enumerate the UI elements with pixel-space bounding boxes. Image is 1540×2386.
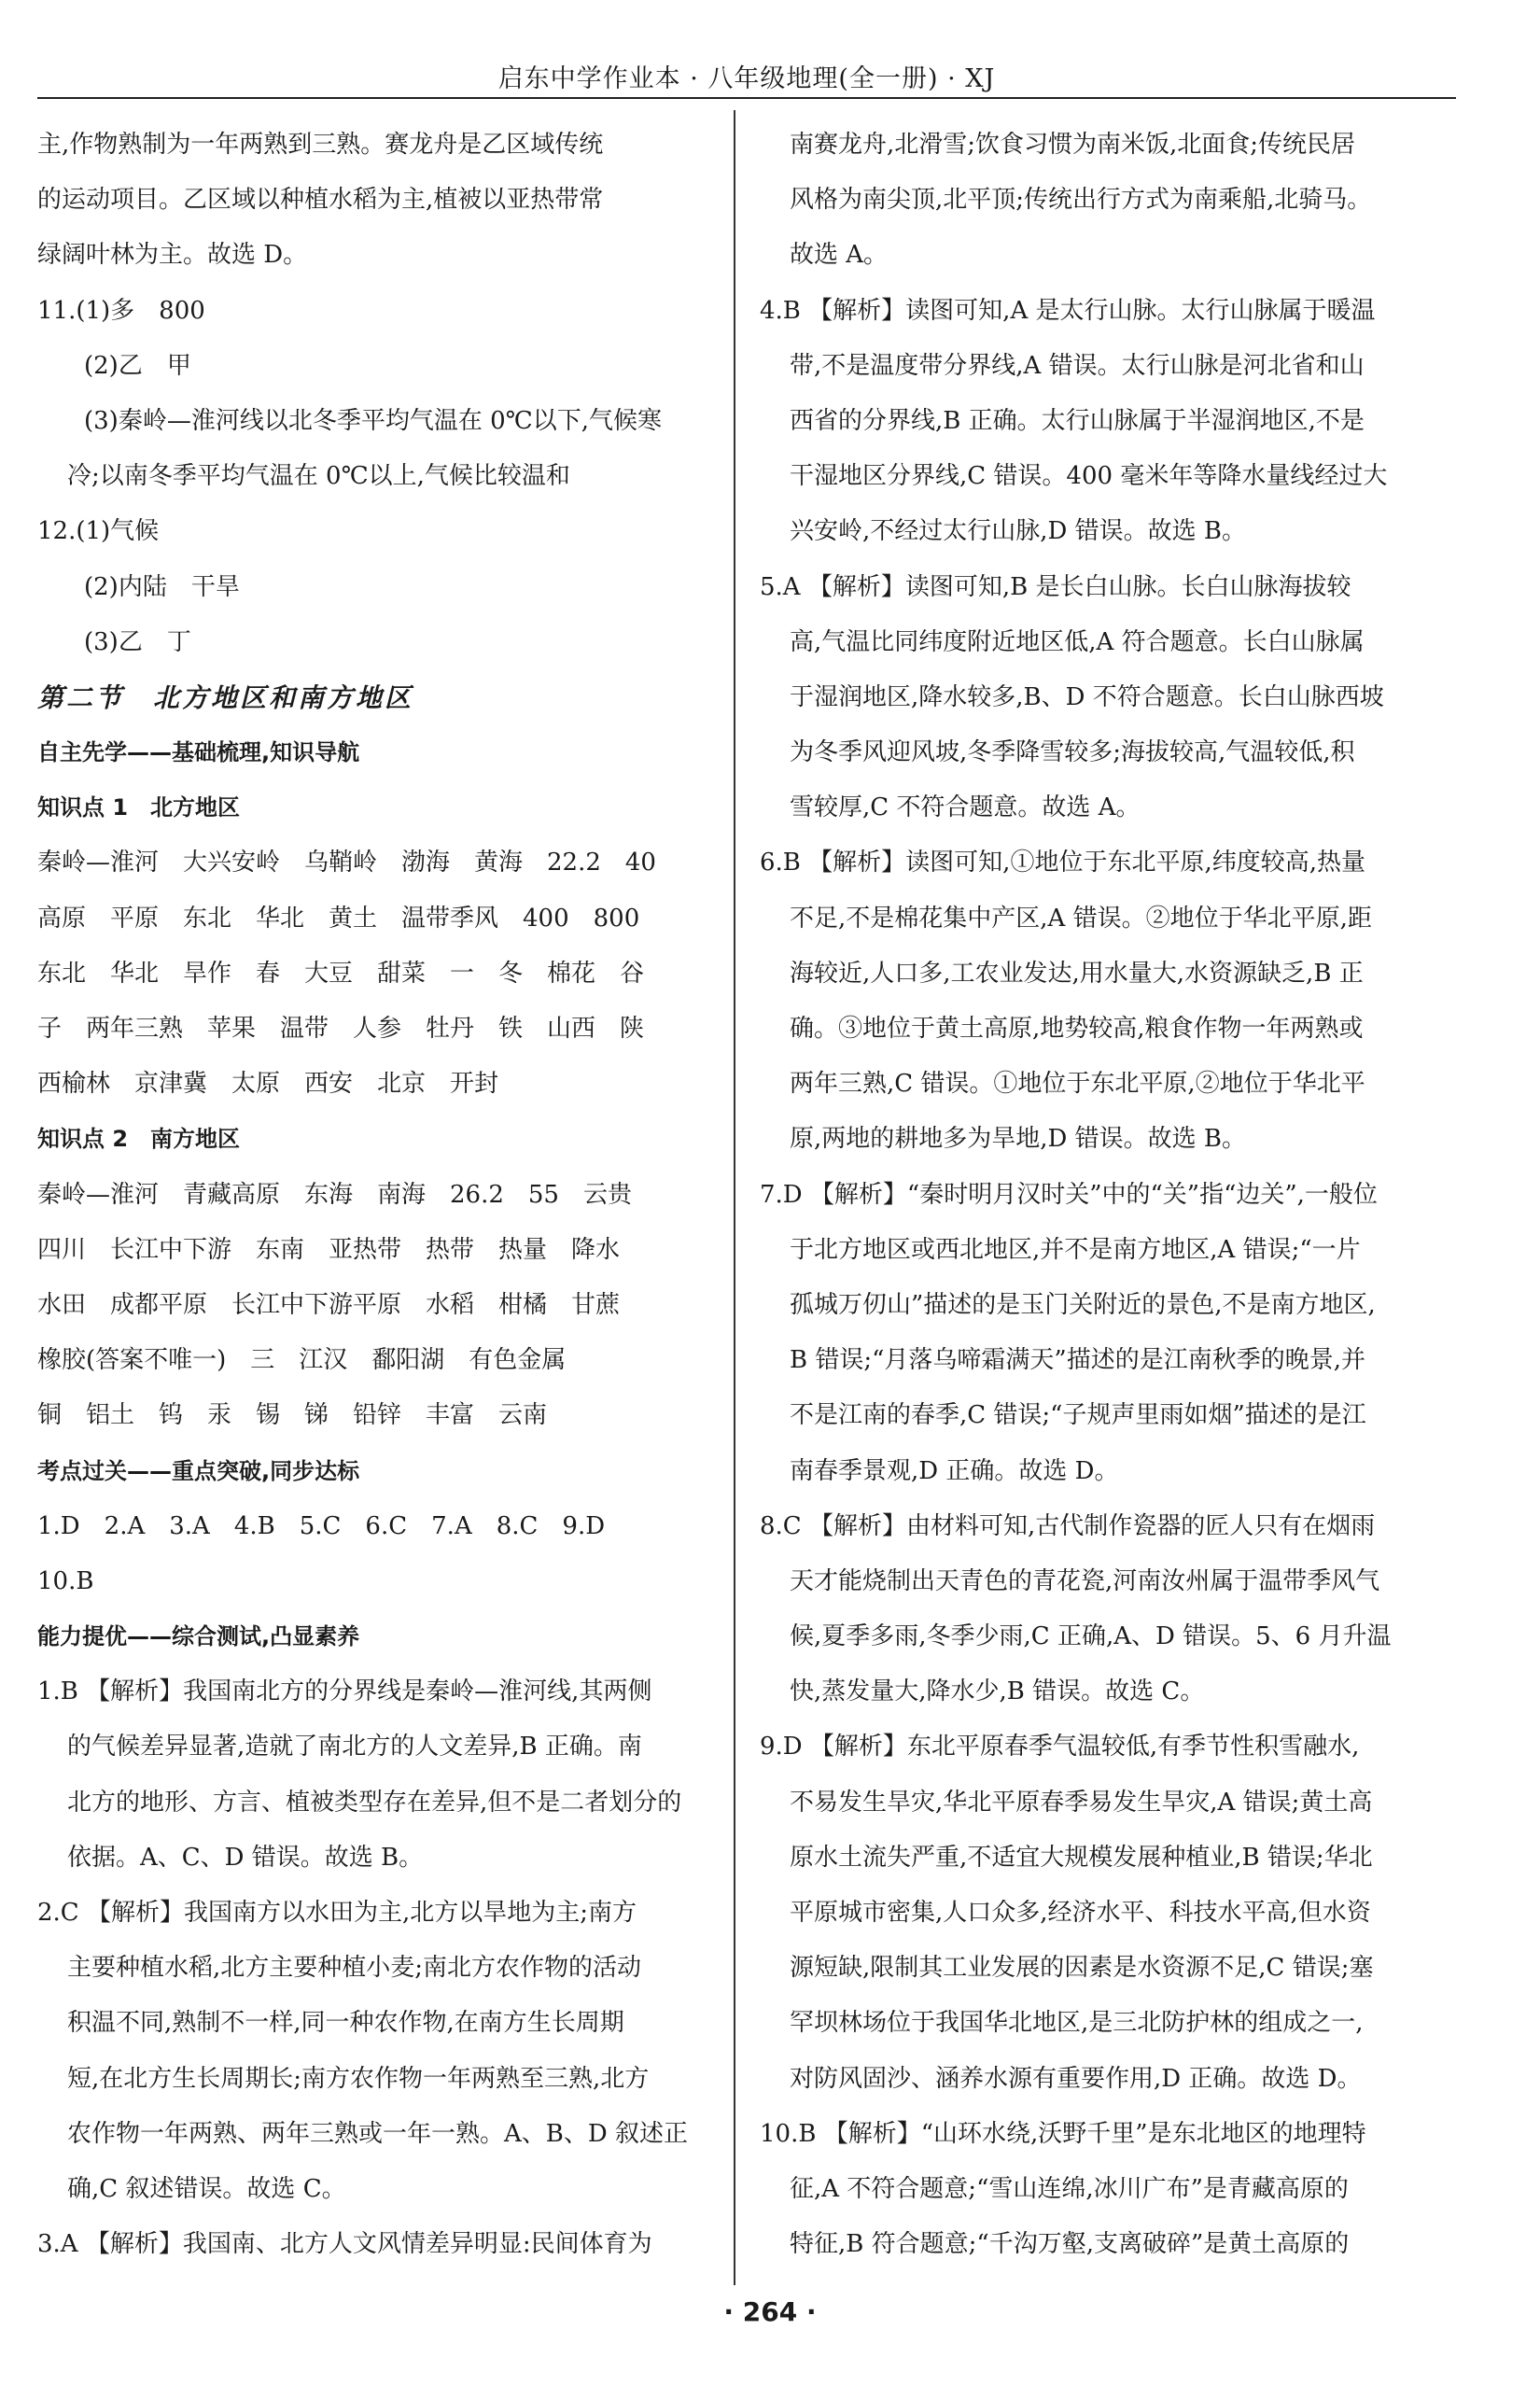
text-line: 天才能烧制出天青色的青花瓷,河南汝州属于温带季风气 xyxy=(790,1566,1380,1595)
text-line: 的气候差异显著,造就了南北方的人文差异,B 正确。南 xyxy=(67,1733,642,1761)
text-line: 对防风固沙、涵养水源有重要作用,D 正确。故选 D。 xyxy=(790,2064,1362,2093)
text-line: 北方的地形、方言、植被类型存在差异,但不是二者划分的 xyxy=(67,1788,682,1817)
text-line: 高原 平原 东北 华北 黄土 温带季风 400 800 xyxy=(37,904,640,933)
text-line: (3)秦岭—淮河线以北冬季平均气温在 0℃以下,气候寒 xyxy=(84,406,662,435)
text-line: 水田 成都平原 长江中下游平原 水稻 柑橘 甘蔗 xyxy=(37,1290,621,1319)
text-line: 1.B 【解析】我国南北方的分界线是秦岭—淮河线,其两侧 xyxy=(37,1677,652,1706)
text-line: 的运动项目。乙区域以种植水稻为主,植被以亚热带常 xyxy=(37,186,604,215)
text-line: 短,在北方生长周期长;南方农作物一年两熟至三熟,北方 xyxy=(67,2064,650,2093)
text-line: 4.B 【解析】读图可知,A 是太行山脉。太行山脉属于暖温 xyxy=(760,296,1376,325)
text-line: 源短缺,限制其工业发展的因素是水资源不足,C 错误;塞 xyxy=(790,1954,1374,1983)
text-line: 铜 铝土 钨 汞 锡 锑 铅锌 丰富 云南 xyxy=(37,1401,548,1430)
text-line: 南赛龙舟,北滑雪;饮食习惯为南米饭,北面食;传统民居 xyxy=(790,131,1356,159)
text-line: 故选 A。 xyxy=(790,241,889,270)
text-line: 确。③地位于黄土高原,地势较高,粮食作物一年两熟或 xyxy=(790,1015,1364,1043)
text-line: 特征,B 符合题意;“千沟万壑,支离破碎”是黄土高原的 xyxy=(790,2230,1350,2259)
text-line: 冷;以南冬季平均气温在 0℃以上,气候比较温和 xyxy=(67,462,570,491)
text-line: 8.C 【解析】由材料可知,古代制作瓷器的匠人只有在烟雨 xyxy=(760,1511,1376,1540)
text-line: 主,作物熟制为一年两熟到三熟。赛龙舟是乙区域传统 xyxy=(37,131,604,159)
text-line: 干湿地区分界线,C 错误。400 毫米年等降水量线经过大 xyxy=(790,462,1388,491)
text-line: 孤城万仞山”描述的是玉门关附近的景色,不是南方地区, xyxy=(790,1290,1376,1319)
text-line: (2)乙 甲 xyxy=(84,351,191,380)
text-line: 确,C 叙述错误。故选 C。 xyxy=(67,2174,346,2203)
answer-11: 11.(1)多 800 xyxy=(37,296,205,325)
text-line: 于湿润地区,降水较多,B、D 不符合题意。长白山脉西坡 xyxy=(790,682,1384,711)
text-line: 征,A 不符合题意;“雪山连绵,冰川广布”是青藏高原的 xyxy=(790,2174,1349,2203)
text-line: 依据。A、C、D 错误。故选 B。 xyxy=(67,1843,424,1872)
text-line: 四川 长江中下游 东南 亚热带 热带 热量 降水 xyxy=(37,1235,621,1264)
text-line: 西榆林 京津冀 太原 西安 北京 开封 xyxy=(37,1070,499,1099)
text-line: 主要种植水稻,北方主要种植小麦;南北方农作物的活动 xyxy=(67,1954,642,1983)
text-line: 2.C 【解析】我国南方以水田为主,北方以旱地为主;南方 xyxy=(37,1899,637,1927)
text-line: 原水土流失严重,不适宜大规模发展种植业,B 错误;华北 xyxy=(790,1843,1373,1872)
text-line: 快,蒸发量大,降水少,B 错误。故选 C。 xyxy=(790,1677,1205,1706)
text-line: 风格为南尖顶,北平顶;传统出行方式为南乘船,北骑马。 xyxy=(790,186,1372,215)
answer-row: 1.D 2.A 3.A 4.B 5.C 6.C 7.A 8.C 9.D xyxy=(37,1511,606,1540)
text-line: 农作物一年两熟、两年三熟或一年一熟。A、B、D 叙述正 xyxy=(67,2119,688,2148)
knowledge-point-heading: 知识点 2 南方地区 xyxy=(37,1126,241,1153)
text-line: 带,不是温度带分界线,A 错误。太行山脉是河北省和山 xyxy=(790,351,1365,380)
text-line: 10.B 【解析】“山环水绕,沃野千里”是东北地区的地理特 xyxy=(760,2119,1366,2148)
text-line: 橡胶(答案不唯一) 三 江汉 鄱阳湖 有色金属 xyxy=(37,1346,567,1375)
text-line: 9.D 【解析】东北平原春季气温较低,有季节性积雪融水, xyxy=(760,1733,1360,1761)
left-column xyxy=(37,118,735,2272)
text-line: 5.A 【解析】读图可知,B 是长白山脉。长白山脉海拔较 xyxy=(760,572,1351,601)
text-line: 不易发生旱灾,华北平原春季易发生旱灾,A 错误;黄土高 xyxy=(790,1788,1373,1817)
page-number: · 264 · xyxy=(723,2296,817,2327)
text-line: 罕坝林场位于我国华北地区,是三北防护林的组成之一, xyxy=(790,2009,1364,2038)
answer-12: 12.(1)气候 xyxy=(37,517,160,546)
right-column xyxy=(760,118,1458,2272)
text-line: 于北方地区或西北地区,并不是南方地区,A 错误;“一片 xyxy=(790,1235,1361,1264)
subsection-heading: 自主先学——基础梳理,知识导航 xyxy=(37,739,360,766)
text-line: 3.A 【解析】我国南、北方人文风情差异明显:民间体育为 xyxy=(37,2230,652,2259)
text-line: (2)内陆 干旱 xyxy=(84,572,240,601)
text-line: 东北 华北 旱作 春 大豆 甜菜 一 冬 棉花 谷 xyxy=(37,959,645,988)
text-line: 子 两年三熟 苹果 温带 人参 牡丹 铁 山西 陕 xyxy=(37,1015,645,1043)
text-line: 西省的分界线,B 正确。太行山脉属于半湿润地区,不是 xyxy=(790,406,1365,435)
text-line: 6.B 【解析】读图可知,①地位于东北平原,纬度较高,热量 xyxy=(760,849,1365,877)
text-line: (3)乙 丁 xyxy=(84,627,191,656)
text-line: 为冬季风迎风坡,冬季降雪较多;海拔较高,气温较低,积 xyxy=(790,738,1355,767)
text-line: 平原城市密集,人口众多,经济水平、科技水平高,但水资 xyxy=(790,1899,1371,1927)
answer-row: 10.B xyxy=(37,1566,94,1595)
text-line: 不是江南的春季,C 错误;“子规声里雨如烟”描述的是江 xyxy=(790,1401,1366,1430)
text-line: 7.D 【解析】“秦时明月汉时关”中的“关”指“边关”,一般位 xyxy=(760,1180,1378,1209)
text-line: 高,气温比同纬度附近地区低,A 符合题意。长白山脉属 xyxy=(790,627,1365,656)
knowledge-point-heading: 知识点 1 北方地区 xyxy=(37,794,241,821)
text-line: 南春季景观,D 正确。故选 D。 xyxy=(790,1456,1119,1485)
section-heading: 第二节 北方地区和南方地区 xyxy=(37,681,414,713)
text-line: B 错误;“月落乌啼霜满天”描述的是江南秋季的晚景,并 xyxy=(790,1346,1365,1375)
text-line: 不足,不是棉花集中产区,A 错误。②地位于华北平原,距 xyxy=(790,904,1372,933)
text-line: 海较近,人口多,工农业发达,用水量大,水资源缺乏,B 正 xyxy=(790,959,1364,988)
text-line: 原,两地的耕地多为旱地,D 错误。故选 B。 xyxy=(790,1125,1247,1154)
text-line: 雪较厚,C 不符合题意。故选 A。 xyxy=(790,793,1141,822)
page-header: 启东中学作业本 · 八年级地理(全一册) · XJ xyxy=(497,64,996,93)
subsection-heading: 考点过关——重点突破,同步达标 xyxy=(37,1457,360,1484)
header-rule xyxy=(37,97,1456,99)
subsection-heading: 能力提优——综合测试,凸显素养 xyxy=(37,1623,360,1650)
text-line: 候,夏季多雨,冬季少雨,C 正确,A、D 错误。5、6 月升温 xyxy=(790,1622,1392,1651)
text-line: 秦岭—淮河 大兴安岭 乌鞘岭 渤海 黄海 22.2 40 xyxy=(37,849,656,877)
text-line: 绿阔叶林为主。故选 D。 xyxy=(37,241,308,270)
text-line: 两年三熟,C 错误。①地位于东北平原,②地位于华北平 xyxy=(790,1070,1365,1099)
text-line: 积温不同,熟制不一样,同一种农作物,在南方生长周期 xyxy=(67,2009,624,2038)
text-line: 秦岭—淮河 青藏高原 东海 南海 26.2 55 云贵 xyxy=(37,1180,632,1209)
text-line: 兴安岭,不经过太行山脉,D 错误。故选 B。 xyxy=(790,517,1247,546)
column-divider xyxy=(734,110,735,2285)
